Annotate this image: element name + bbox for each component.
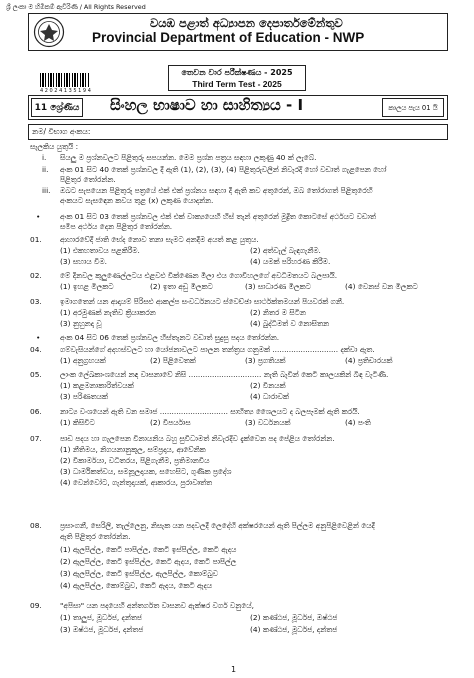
question-stem: පාඩ පදය හා ගැලපෙන විනායනිය බහු සුවිධාමත් නිවැරදිව දැක්වෙන පද පේළිය තෝරන්න. [60,434,335,443]
grade-label: 11 ශ්‍රේණිය [31,98,83,117]
answer-option: (4) පංති [345,418,371,427]
answer-option: (3) ඇලපිල්ල, කෙටි ඉස්පිල්ල, ඇලපිල්ල, කොම්බුව [60,569,218,578]
answer-option: (4) කණ්ඨජ, මූර්ධජ, දන්තජ [250,625,338,634]
answer-option: (4) වෙන්වෝට, ගැන්තුදායක්, ආකාරය, පුරාවෘත්ත [60,478,212,487]
answer-option: (2) ඇලපිල්ල, කෙටි ඉස්පිල්ල, කෙටි ඇදය, කෙටි පාපිල්ල [60,557,237,566]
answer-option: (3) වර්ධනයක් [245,418,291,427]
question-stem: මේ දිනවල කුලුණෙල්ලටය එළවළු වික්ණෙන මිලා එය ගොවීහලගේ අවධිමතයට බලපායි. [60,271,338,280]
exam-title-english: Third Term Test - 2025 [192,79,282,89]
answer-option: (3) ධාර්මිකත්වය, සමනූලදායක, සහෙසිට, ගුණික ප්‍රදේශ [60,467,232,476]
section-instruction: අංක 01 සිට 03 තෙක් ප්‍රශ්නවල එක් එක් වාක්‍යයෙහි හිස් තැන් අතුරෙන් මුද්‍රිත කොටසේ අර්ථයට වඩාත් [60,212,376,221]
answer-option: (4) බුද්ධිමත් ව නොසිතන [250,319,329,328]
answer-option: (1) ඇලපිල්ල, කෙටි පාපිල්ල, කෙටි ඉස්පිල්ල, කෙටි ඇදය [60,545,237,554]
section-instruction: අංක 04 සිට 06 තෙක් ප්‍රශ්නවල හිස්තැනට වඩාත් සුදුසු පදය තෝරන්න. [60,333,280,342]
answer-option: (2) විපර්යාස [150,418,191,427]
question-number: 03. [30,297,42,306]
subject-title: සිංහල භාෂාව හා සාහිත්‍යය - I [110,96,304,114]
question-stem: ඉමාගතෙන් යන ආදායම් පිරිසළු ආකල්ප සංවර්ධනයට ස්වෙච්ඡා සාර්ථක්තමයන් පියවරක් ගනී. [60,297,345,306]
instruction-text: අංකයට සැසඳෙන කවය තුළ (x) ලකුණ යොදන්න. [60,196,214,205]
answer-option: (1) නීතිමය, නිගයනානුකූල, සම්ප්‍රදාය, ආවේනික [60,445,206,454]
answer-option: (3) පරිණතයක් [60,392,108,401]
rights-notice: ශ්‍රී ලංකා ම හිමිකම් ඇවිරිණි / All Rights Reserved [6,3,146,11]
section-instruction: සමීප අර්ථය දෙන පිළිතුර තෝරන්න. [60,222,173,231]
answer-option: (1) කිසිවිට [60,418,95,427]
answer-option: (2) කණ්ඨජ, මූර්ධජ, ඔෂ්ඨජ [250,613,338,622]
question-number: 04. [30,345,42,354]
question-number: 02. [30,271,42,280]
instruction-number: i. [42,153,47,162]
instruction-text: පිළිතුර තෝරන්න. [60,175,116,184]
question-number: 06. [30,407,42,416]
answer-option: (4) වෙනස් වන මිලකට [345,282,418,291]
answer-option: (2) විනයක් [250,381,286,390]
answer-option: (4) ඇලපිල්ල, කොම්බුව, කෙටි ඇදය, කෙටි ඇදය [60,581,213,590]
answer-option: (2) පිළිවෙතක් [150,356,196,365]
instruction-number: ii. [42,165,49,174]
department-title-sinhala: වයඹ පළාත් අධ්‍යාපන දෙපාර්තමේන්තුව [150,16,343,30]
answer-option: (2) අත්වැල් බැඳගැනීම. [250,246,321,255]
answer-option: (3) සාධාරණ මිලකට [245,282,311,291]
answer-option: (1) අරමුණක් නැතිව ක්‍රියාකරන [60,308,156,317]
answer-option: (1) තාලුජ, මූර්ධජ, දන්තජ [60,613,142,622]
instruction-text: ඔබට සැපයෙන පිළිතුරු පත්‍රයේ එක් එක් ප්‍රශ්නය සඳහා දී ඇති කව අතුරෙන්, ඔබ තෝරාගත් පිළිතුරෙහි [60,186,373,195]
instruction-text: සියලු ම ප්‍රශ්නවලට පිළිතුරු සපයන්න. මෙම ප්‍රශ්න පත්‍රය සඳහා ලකුණු 40 ක් ලැබේ. [60,153,317,162]
bullet-icon: • [36,333,41,342]
name-index-label: නම/ විභාග අංකය: [32,127,91,136]
question-stem: "අපිසා" යන පදයෙහි අන්තර්ගත වාසනව ඇක්ෂර වර්ග වනුයේ, [60,601,254,610]
name-index-row [28,124,448,140]
instruction-number: iii. [42,186,51,195]
answer-option: (2) නිතර ම සිටින [250,308,306,317]
question-number: 09. [30,601,42,610]
question-stem: ප්‍රසාංගනී, සෙරිලි, තැල්ලෙනු, නිසැක යන පදවලදී ලෙදේහි අක්ෂරයෙන් ඇති පිල්ලම අනුපිළිවෙළින් යෙදී [60,521,375,530]
answer-option: (1) එකහතාවය පළකිරීම. [60,246,140,255]
instructions-heading: සැලකිය යුතුයි : [30,142,79,151]
answer-option: (2) විකාර්මයා, වධිතරය, පිළිගැනීම, ප්‍රතිමානවිය [60,456,210,465]
instruction-text: අංක 01 සිට 40 තෙක් ප්‍රශ්නවල දී ඇති (1), (2), (3), (4) පිළිතුරුවලින් නිවැරදි හෝ වඩාත් ගැළපෙන හෝ [60,165,387,174]
time-allowed: කාලය පැය 01 යි [382,98,444,117]
question-stem: ලාංක ලේඛකාංශයෙන් නඳ වාසනාවේ නිසි ............................... නැති බැවින් කෙටි කාලයකින් බිඳ වැටිණි. [60,370,389,379]
barcode-number: 4 2 0 2 4 1 3 5 1 9 4 [40,88,91,94]
answer-option: (4) යමක් පරිහරණ කිරීම. [250,257,331,266]
question-number: 05. [30,370,42,379]
barcode [40,73,90,87]
question-number: 08. [30,521,42,530]
department-title-english: Provincial Department of Education - NWP [92,30,365,45]
answer-option: (3) ඔෂ්ඨජ, මූර්ධජ, දන්තජ [60,625,144,634]
exam-title-sinhala: තෙවන වාර පරීක්ෂණය - 2025 [181,68,293,77]
answer-option: (3) සහාය වීම. [60,257,108,266]
question-stem: ඇති පිළිතුර තෝරන්න. [60,532,131,541]
bullet-icon: • [36,212,41,221]
answer-option: (4) ප්‍රතිචාරයක් [345,356,393,365]
answer-option: (2) ඉතා අඩු මිලකට [150,282,213,291]
answer-option: (1) කළමනාකාරිත්වයක් [60,381,134,390]
question-number: 01. [30,235,42,244]
answer-option: (3) නුහුනදා වූ [60,319,102,328]
answer-option: (1) ඉහළ මිලකට [60,282,114,291]
question-number: 07. [30,434,42,443]
question-stem: නාට්‍ය වංශයෙන් ඇති වන සමාජ ............................. සාහිත්‍ය ශෛලයට ද බලපෑමක් ඇති කරයි. [60,407,360,416]
answer-option: (4) ධාරාවක් [250,392,289,401]
emblem-logo [33,16,65,48]
answer-option: (3) ප්‍රගතියක් [245,356,286,365]
answer-option: (1) අනුග්‍රහයක් [60,356,106,365]
question-stem: ආහාරවේදී ජාති භේද නොව තනා සැමට අනදීම අයත් කළ යුතුය. [60,235,259,244]
question-stem: ගම්වැසියන්ගේ අදහස්වලට හා යෝජනාවලට පාලන තන්ත්‍රය ගනුමක් ............................ දක්වා ඇත. [60,345,375,354]
page-number: 1 [231,665,237,674]
